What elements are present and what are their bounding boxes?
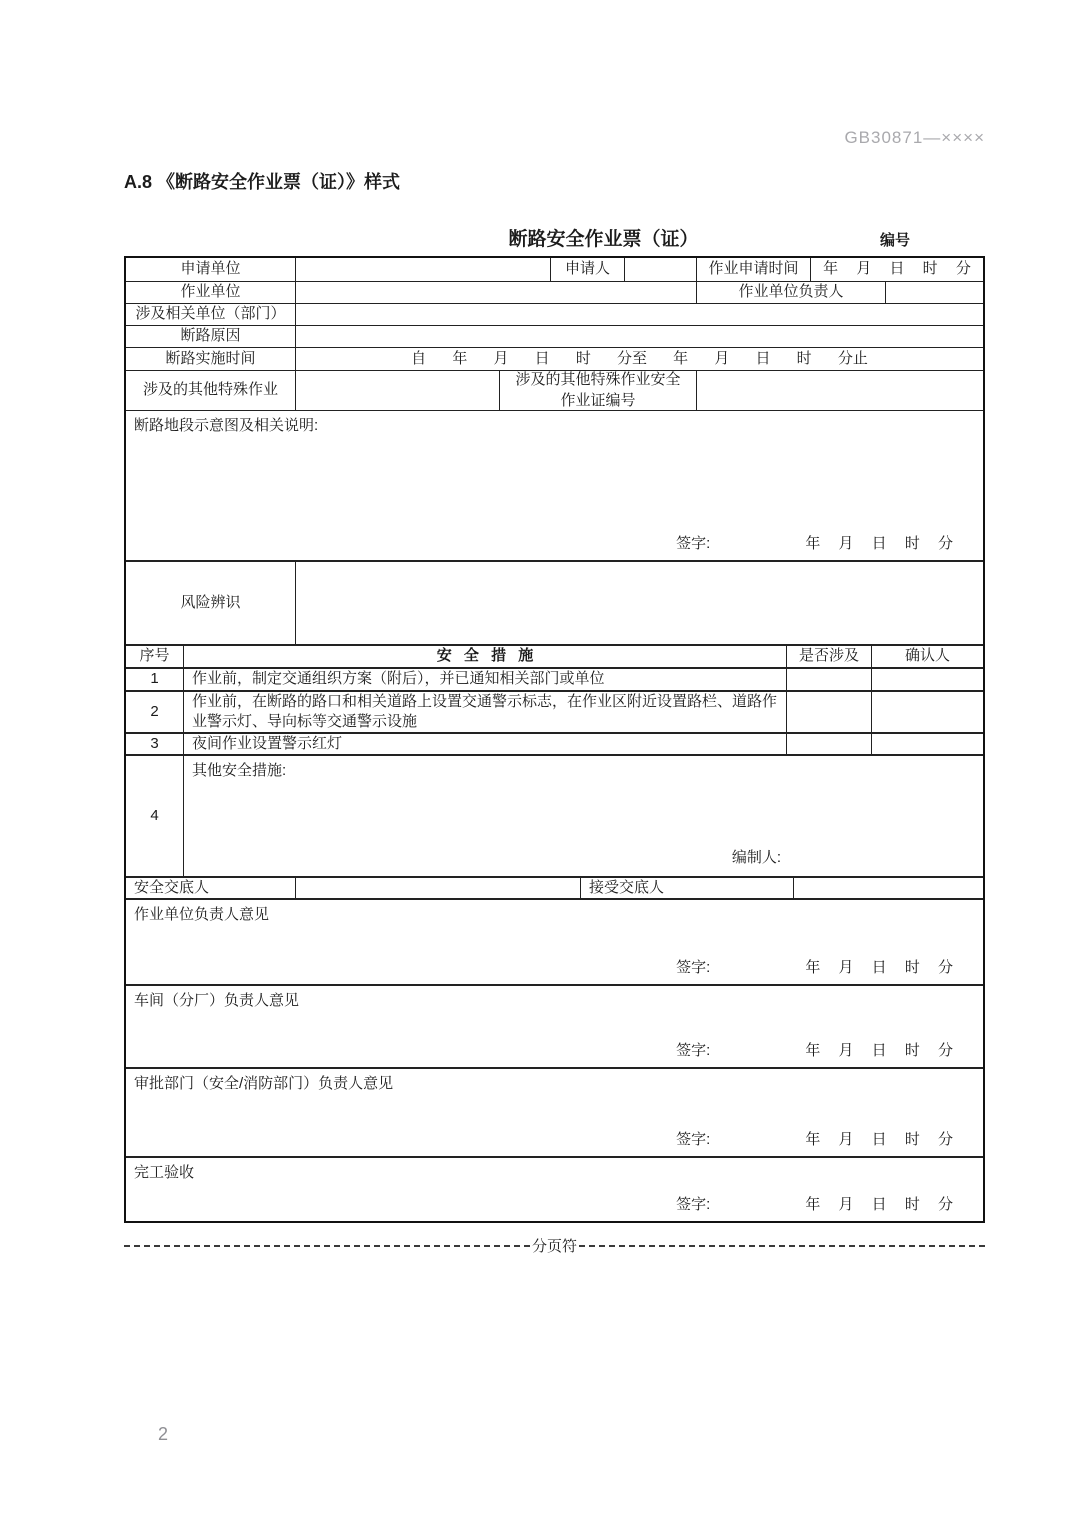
- related-units-label: 涉及相关单位（部门）: [135, 305, 286, 323]
- risk-label: 风险辨识: [180, 593, 241, 611]
- measures-confirmer-header: 确认人: [871, 646, 983, 667]
- opinion-label: 作业单位负责人意见: [134, 906, 270, 923]
- sign-date-blanks: 年 月 日 时 分: [805, 1195, 953, 1213]
- measures-no-header: 序号: [139, 647, 170, 665]
- permit-form-table: [124, 256, 985, 1223]
- measure-row-other: [126, 754, 983, 876]
- work-unit-head-value: [885, 282, 983, 303]
- briefing-giver-label: 安全交底人: [134, 878, 210, 896]
- row-measures-header: [126, 644, 983, 667]
- dashed-line: [124, 1245, 530, 1247]
- sign-date-blanks: 年 月 日 时 分: [805, 958, 953, 976]
- section-heading: A.8 《断路安全作业票（证）》样式: [124, 172, 401, 192]
- applicant-label: 申请人: [550, 258, 624, 281]
- opinion-sign-line: [126, 1130, 983, 1156]
- opinion-sign-line: [126, 958, 983, 984]
- measure-involved-cell: [786, 692, 871, 732]
- sign-date-blanks: 年 月 日 时 分: [805, 1041, 953, 1059]
- sketch-cell: [126, 411, 983, 560]
- measure-confirmer-cell: [871, 692, 983, 732]
- apply-unit-value: [295, 258, 550, 281]
- row-opinion-workshop: [126, 984, 983, 1067]
- risk-value: [295, 562, 983, 644]
- maker-line: [184, 848, 983, 876]
- form-title: 断路安全作业票（证）: [508, 229, 699, 250]
- row-opinion-approval: [126, 1067, 983, 1156]
- measure-row: [126, 690, 983, 732]
- standard-code: GB30871—××××: [844, 128, 985, 147]
- opinion-sign-line: [126, 1041, 983, 1067]
- row-sketch: [126, 410, 983, 560]
- measure-no: 3: [150, 734, 159, 752]
- row-briefing: [126, 876, 983, 898]
- page-break-label: 分页符: [532, 1238, 578, 1255]
- break-reason-label: 断路原因: [180, 327, 241, 345]
- page-break-divider: [124, 1235, 985, 1256]
- other-measures-cell: [183, 756, 983, 876]
- row-related-units: [126, 303, 983, 325]
- briefing-giver-value: [295, 878, 580, 898]
- work-unit-value: [295, 282, 696, 303]
- other-special-cert-value: [696, 371, 983, 410]
- briefing-receiver-value: [793, 878, 983, 898]
- sign-label: 签字:: [676, 534, 711, 552]
- opinion-label: 审批部门（安全/消防部门）负责人意见: [134, 1075, 394, 1092]
- work-unit-label: 作业单位: [180, 283, 241, 301]
- measure-involved-cell: [786, 669, 871, 690]
- serial-number-label: 编号: [879, 232, 910, 249]
- document-page: [124, 0, 985, 1256]
- apply-time-label: 作业申请时间: [696, 258, 810, 281]
- break-reason-value: [295, 326, 983, 347]
- opinion-label: 车间（分厂）负责人意见: [134, 992, 300, 1009]
- measures-involved-header: 是否涉及: [786, 646, 871, 667]
- measure-no: 1: [150, 670, 159, 688]
- sign-label: 签字:: [676, 1041, 711, 1059]
- row-break-time: [126, 347, 983, 370]
- sign-label: 签字:: [676, 1130, 711, 1148]
- measure-confirmer-cell: [871, 734, 983, 754]
- sign-date-blanks: 年 月 日 时 分: [805, 1130, 953, 1148]
- measure-involved-cell: [786, 734, 871, 754]
- measure-no: 4: [150, 806, 159, 824]
- row-other-special: [126, 370, 983, 410]
- applicant-value: [624, 258, 696, 281]
- other-special-cert-label: 涉及的其他特殊作业安全作业证编号: [499, 371, 696, 410]
- measure-row: [126, 667, 983, 690]
- work-unit-head-label: 作业单位负责人: [696, 282, 885, 303]
- apply-unit-label: 申请单位: [180, 260, 241, 278]
- row-opinion-work-unit: [126, 898, 983, 984]
- measure-confirmer-cell: [871, 669, 983, 690]
- completion-cell: [126, 1158, 983, 1221]
- completion-sign-line: [126, 1195, 983, 1221]
- sign-label: 签字:: [676, 958, 711, 976]
- row-break-reason: [126, 325, 983, 347]
- row-apply-unit: [126, 258, 983, 281]
- measures-header: 安 全 措 施: [183, 646, 786, 667]
- opinion-cell: [126, 986, 983, 1067]
- dashed-line: [579, 1245, 985, 1247]
- break-time-label: 断路实施时间: [165, 349, 256, 367]
- other-special-value: [295, 371, 499, 410]
- other-measures-label: 其他安全措施:: [192, 762, 287, 779]
- completion-label: 完工验收: [134, 1164, 195, 1181]
- sketch-label: 断路地段示意图及相关说明:: [134, 417, 319, 434]
- row-work-unit: [126, 281, 983, 303]
- measure-text: 作业前，在断路的路口和相关道路上设置交通警示标志，在作业区附近设置路栏、道路作业警示灯、导向标等交通警示设施: [183, 692, 786, 732]
- break-time-blanks: 自 年 月 日 时 分至 年 月 日 时 分止: [295, 348, 983, 370]
- form-title-row: [124, 224, 985, 252]
- measure-row: [126, 732, 983, 754]
- measure-text: 作业前，制定交通组织方案（附后），并已通知相关部门或单位: [183, 669, 786, 690]
- sign-date-blanks: 年 月 日 时 分: [805, 534, 953, 552]
- opinion-cell: [126, 900, 983, 984]
- measure-no: 2: [150, 702, 159, 720]
- page-number: 2: [158, 1424, 169, 1444]
- sketch-sign-line: [126, 534, 983, 560]
- other-special-label: 涉及的其他特殊作业: [142, 381, 278, 399]
- related-units-value: [295, 304, 983, 325]
- opinion-cell: [126, 1069, 983, 1156]
- sign-label: 签字:: [676, 1195, 711, 1213]
- maker-label: 编制人:: [731, 848, 781, 866]
- row-completion: [126, 1156, 983, 1221]
- apply-time-blanks: 年 月 日 时 分: [810, 258, 983, 281]
- briefing-receiver-label: 接受交底人: [580, 878, 793, 898]
- row-risk: [126, 560, 983, 644]
- measure-text: 夜间作业设置警示红灯: [183, 734, 786, 754]
